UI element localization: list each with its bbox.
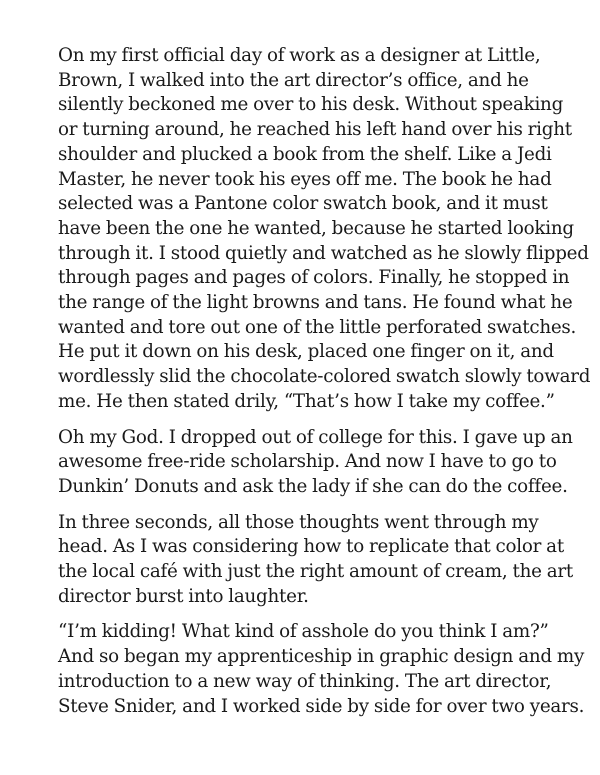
paragraph-kidding [58, 620, 585, 719]
text-line: He put it down on his desk, placed one finger on it, and [58, 341, 554, 363]
paragraph-first-day [58, 44, 591, 415]
text-line: wordlessly slid the chocolate-colored swatch slowly toward [58, 366, 591, 388]
text-line: Oh my God. I dropped out of college for this. I gave up an [58, 426, 573, 448]
text-line: Dunkin’ Donuts and ask the lady if she can do the coffee. [58, 475, 568, 497]
text-line: introduction to a new way of thinking. The art director, [58, 670, 552, 692]
text-line: silently beckoned me over to his desk. Without speaking [58, 94, 564, 116]
paragraph-dropped-out [58, 426, 573, 500]
text-line: Steve Snider, and I worked side by side for over two years. [58, 695, 585, 717]
text-line: have been the one he wanted, because he started looking [58, 217, 574, 239]
text-line: head. As I was considering how to replicate that color at [58, 536, 564, 558]
text-line: wanted and tore out one of the little perforated swatches. [58, 316, 577, 338]
text-line: or turning around, he reached his left hand over his right [58, 119, 572, 141]
text-line: through it. I stood quietly and watched as he slowly flipped [58, 242, 589, 264]
text-line: director burst into laughter. [58, 585, 309, 607]
text-line: the local café with just the right amount of cream, the art [58, 561, 573, 583]
text-line: Master, he never took his eyes off me. The book he had [58, 168, 552, 190]
text-line: And so began my apprenticeship in graphic design and my [58, 646, 585, 668]
text-line: through pages and pages of colors. Finally, he stopped in [58, 267, 570, 289]
text-line: the range of the light browns and tans. He found what he [58, 292, 573, 314]
text-line: “I’m kidding! What kind of asshole do you think I am?” [58, 621, 549, 643]
text-line: selected was a Pantone color swatch book, and it must [58, 193, 548, 215]
text-line: awesome free-ride scholarship. And now I have to go to [58, 451, 557, 473]
text-line: In three seconds, all those thoughts went through my [58, 511, 539, 533]
text-line: shoulder and plucked a book from the shelf. Like a Jedi [58, 143, 552, 165]
text-line: On my first official day of work as a designer at Little, [58, 45, 541, 66]
paragraph-three-seconds [58, 511, 573, 610]
body-text [58, 44, 591, 730]
text-line: Brown, I walked into the art director’s office, and he [58, 69, 529, 91]
text-line: me. He then stated drily, “That’s how I take my coffee.” [58, 390, 555, 412]
